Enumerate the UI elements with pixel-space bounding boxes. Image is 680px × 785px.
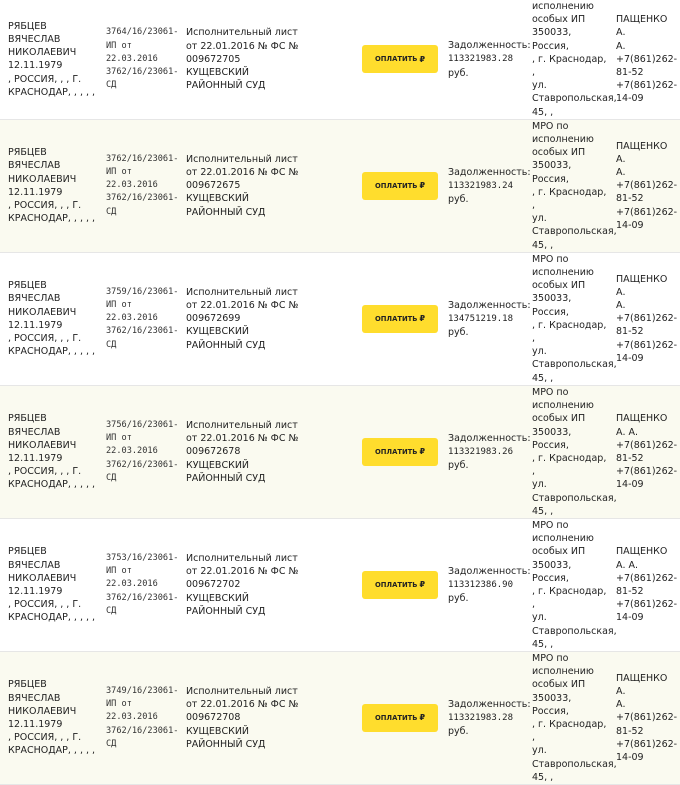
proceeding-line: ИП от 22.03.2016 (106, 433, 158, 457)
officer-line: 14-09 (616, 612, 644, 624)
officer-line: 14-09 (616, 219, 644, 231)
writ-line: от 22.01.2016 № ФС № (186, 433, 299, 445)
writ-line: РАЙОННЫЙ СУД (186, 738, 266, 750)
debtor-line: НИКОЛАЕВИЧ (8, 306, 77, 318)
debtor-line: , РОССИЯ, , , Г. (8, 599, 82, 611)
writ-document-cell (172, 651, 358, 784)
pay-button[interactable] (362, 704, 438, 732)
department-line: , г. Краснодар, , (532, 53, 607, 79)
debt-currency: руб. (448, 193, 469, 205)
officer-line: +7(861)262- (616, 339, 678, 351)
pay-button-label: ОПЛАТИТЬ (374, 314, 418, 323)
officer-line: +7(861)262- (616, 466, 678, 478)
writ-line: КУЩЕВСКИЙ (186, 459, 250, 471)
debtor-line: НИКОЛАЕВИЧ (8, 47, 77, 59)
officer-line: +7(861)262- (616, 599, 678, 611)
proceeding-line: 3762/16/23061- (106, 592, 179, 603)
debt-amount: 113321983.28 (448, 712, 514, 723)
debtor-line: КРАСНОДАР, , , , , (8, 479, 96, 491)
debt-label: Задолженность: (448, 698, 531, 710)
department-line: особых ИП (532, 679, 586, 691)
debt-cell (444, 518, 531, 651)
debtor-line: ВЯЧЕСЛАВ (8, 293, 61, 305)
ruble-icon: ₽ (419, 314, 426, 324)
debtor-line: 12.11.1979 (8, 718, 63, 730)
department-line: 350033, Россия, (532, 426, 572, 451)
proceeding-line: 3756/16/23061- (106, 419, 179, 430)
department-line: ул. (532, 346, 547, 358)
proceeding-line: ИП от 22.03.2016 (106, 699, 158, 723)
debt-currency: руб. (448, 326, 469, 338)
officer-line: 81-52 (616, 67, 644, 79)
officer-line: ПАЩЕНКО А. (616, 14, 668, 39)
debt-amount: 134751219.18 (448, 313, 514, 324)
debtor-line: 12.11.1979 (8, 585, 63, 597)
writ-line: Исполнительный лист (186, 27, 298, 39)
writ-line: 009672678 (186, 446, 241, 458)
department-line: МРО по (532, 253, 569, 265)
department-line: , г. Краснодар, , (532, 585, 607, 611)
officer-line: ПАЩЕНКО А. А. (616, 413, 668, 438)
department-line: Ставропольская, (532, 625, 617, 637)
officer-line: 14-09 (616, 93, 644, 105)
table-row (0, 119, 680, 252)
proceeding-line: 3762/16/23061- (106, 326, 179, 337)
officer-line: А. (616, 300, 626, 312)
table-row (0, 252, 680, 385)
debt-label: Задолженность: (448, 565, 531, 577)
debtor-line: РЯБЦЕВ (8, 679, 47, 691)
writ-line: КУЩЕВСКИЙ (186, 725, 250, 737)
bailiff-department-cell (528, 0, 617, 119)
officer-line: 14-09 (616, 479, 644, 491)
officer-line: 81-52 (616, 725, 644, 737)
proceeding-line: СД (106, 472, 117, 483)
debtor-line: , РОССИЯ, , , Г. (8, 732, 82, 744)
department-line: 350033, Россия, (532, 27, 572, 52)
officer-line: 14-09 (616, 352, 644, 364)
department-line: особых ИП (532, 413, 586, 425)
proceeding-number-cell (102, 0, 179, 119)
department-line: особых ИП (532, 280, 586, 292)
bailiff-officer-cell (612, 119, 680, 252)
bailiff-officer-cell (612, 385, 680, 518)
officer-line: ПАЩЕНКО А. (616, 140, 668, 165)
proceeding-line: 3764/16/23061- (106, 27, 179, 38)
table-row (0, 518, 680, 651)
debtor-line: 12.11.1979 (8, 186, 63, 198)
debt-amount: 113321983.24 (448, 180, 514, 191)
department-line: исполнению (532, 267, 594, 279)
pay-button-label: ОПЛАТИТЬ (374, 713, 418, 722)
proceeding-line: 3759/16/23061- (106, 286, 179, 297)
debtor-line: КРАСНОДАР, , , , , (8, 86, 96, 98)
proceeding-line: ИП от 22.03.2016 (106, 167, 158, 191)
pay-button-label: ОПЛАТИТЬ (374, 55, 418, 64)
debtor-cell (0, 651, 102, 784)
writ-line: от 22.01.2016 № ФС № (186, 167, 299, 179)
proceeding-line: 3762/16/23061- (106, 67, 179, 78)
debt-amount: 113312386.90 (448, 579, 514, 590)
department-line: ул. (532, 80, 547, 92)
proceeding-line: 3749/16/23061- (106, 685, 179, 696)
proceeding-number-cell (102, 518, 179, 651)
officer-line: +7(861)262- (616, 206, 678, 218)
debtor-line: , РОССИЯ, , , Г. (8, 200, 82, 212)
debtor-line: 12.11.1979 (8, 452, 63, 464)
bailiff-department-cell (528, 518, 617, 651)
department-line: ул. (532, 213, 547, 225)
debtor-line: ВЯЧЕСЛАВ (8, 34, 61, 45)
debtor-line: 12.11.1979 (8, 319, 63, 331)
bailiff-officer-cell (612, 651, 680, 784)
bailiff-officer-cell (612, 252, 680, 385)
bailiff-officer-cell (612, 518, 680, 651)
writ-line: КУЩЕВСКИЙ (186, 67, 250, 79)
proceeding-line: ИП от 22.03.2016 (106, 40, 158, 64)
department-line: исполнению (532, 400, 594, 412)
table-row (0, 385, 680, 518)
proceeding-line: 3762/16/23061- (106, 459, 179, 470)
bailiff-department-cell (528, 119, 617, 252)
pay-cell (358, 0, 444, 119)
officer-line: +7(861)262- (616, 53, 678, 65)
debtor-line: НИКОЛАЕВИЧ (8, 173, 77, 185)
debtor-line: ВЯЧЕСЛАВ (8, 426, 61, 438)
debtor-line: РЯБЦЕВ (8, 20, 47, 32)
writ-document-cell (172, 518, 358, 651)
debtor-line: КРАСНОДАР, , , , , (8, 612, 96, 624)
proceeding-line: СД (106, 339, 117, 350)
debtor-cell (0, 119, 102, 252)
writ-line: Исполнительный лист (186, 286, 298, 298)
officer-line: +7(861)262- (616, 313, 678, 325)
officer-line: 81-52 (616, 193, 644, 205)
writ-line: РАЙОННЫЙ СУД (186, 605, 266, 617)
writ-line: РАЙОННЫЙ СУД (186, 339, 266, 351)
department-line: , г. Краснодар, , (532, 186, 607, 212)
debt-currency: руб. (448, 726, 469, 738)
department-line: 350033, Россия, (532, 559, 572, 584)
ruble-icon: ₽ (419, 181, 426, 191)
proceeding-line: ИП от 22.03.2016 (106, 566, 158, 590)
debtor-cell (0, 0, 102, 119)
department-line: исполнению (532, 1, 594, 12)
writ-line: 009672705 (186, 53, 241, 65)
department-line: 45, , (532, 505, 554, 517)
pay-button-label: ОПЛАТИТЬ (374, 580, 418, 589)
writ-document-cell (172, 252, 358, 385)
writ-line: 009672708 (186, 712, 241, 724)
writ-line: РАЙОННЫЙ СУД (186, 206, 266, 218)
debt-currency: руб. (448, 67, 469, 79)
pay-button-label: ОПЛАТИТЬ (374, 447, 418, 456)
officer-line: А. (616, 699, 626, 711)
writ-document-cell (172, 385, 358, 518)
bailiff-department-cell (528, 252, 617, 385)
bailiff-department-cell (528, 385, 617, 518)
debtor-line: РЯБЦЕВ (8, 147, 47, 159)
department-line: МРО по (532, 652, 569, 664)
officer-line: +7(861)262- (616, 712, 678, 724)
writ-line: от 22.01.2016 № ФС № (186, 40, 299, 52)
department-line: 45, , (532, 106, 554, 118)
proceeding-line: 3762/16/23061- (106, 153, 179, 164)
debt-amount: 113321983.28 (448, 54, 514, 65)
pay-button[interactable] (362, 45, 438, 73)
department-line: 45, , (532, 771, 554, 783)
debtor-line: ВЯЧЕСЛАВ (8, 160, 61, 172)
proceeding-line: 3762/16/23061- (106, 193, 179, 204)
department-line: ул. (532, 612, 547, 624)
writ-line: Исполнительный лист (186, 552, 298, 564)
department-line: Ставропольская, (532, 758, 617, 770)
department-line: особых ИП (532, 14, 586, 26)
writ-document-cell (172, 0, 358, 119)
proceeding-line: СД (106, 80, 117, 91)
debtor-cell (0, 385, 102, 518)
pay-cell (358, 119, 444, 252)
debt-cell (444, 119, 531, 252)
writ-line: 009672699 (186, 313, 241, 325)
pay-button[interactable] (362, 438, 438, 466)
officer-line: А. (616, 167, 626, 179)
officer-line: 81-52 (616, 585, 644, 597)
debt-label: Задолженность: (448, 299, 531, 311)
department-line: ул. (532, 479, 547, 491)
department-line: особых ИП (532, 147, 586, 159)
proceeding-line: 3753/16/23061- (106, 552, 179, 563)
debtor-line: ВЯЧЕСЛАВ (8, 559, 61, 571)
pay-cell (358, 252, 444, 385)
writ-line: КУЩЕВСКИЙ (186, 326, 250, 338)
officer-line: 81-52 (616, 326, 644, 338)
debtor-line: НИКОЛАЕВИЧ (8, 572, 77, 584)
proceeding-number-cell (102, 651, 179, 784)
debt-cell (444, 385, 531, 518)
table-row (0, 0, 680, 119)
department-line: МРО по (532, 386, 569, 398)
department-line: , г. Краснодар, , (532, 319, 607, 345)
proceeding-line: СД (106, 206, 117, 217)
pay-button[interactable] (362, 305, 438, 333)
department-line: ул. (532, 745, 547, 757)
proceeding-line: СД (106, 738, 117, 749)
debtor-line: КРАСНОДАР, , , , , (8, 213, 96, 225)
ruble-icon: ₽ (419, 580, 426, 590)
writ-line: от 22.01.2016 № ФС № (186, 699, 299, 711)
pay-cell (358, 518, 444, 651)
department-line: МРО по (532, 519, 569, 531)
officer-line: А. (616, 40, 626, 52)
debtor-line: , РОССИЯ, , , Г. (8, 73, 82, 85)
debtor-line: КРАСНОДАР, , , , , (8, 346, 96, 358)
debt-label: Задолженность: (448, 166, 531, 178)
department-line: , г. Краснодар, , (532, 718, 607, 744)
pay-button[interactable] (362, 172, 438, 200)
debtor-line: НИКОЛАЕВИЧ (8, 439, 77, 451)
ruble-icon: ₽ (419, 54, 426, 64)
debtor-line: , РОССИЯ, , , Г. (8, 333, 82, 345)
debt-cell (444, 651, 531, 784)
debt-currency: руб. (448, 460, 469, 471)
proceeding-number-cell (102, 385, 179, 518)
debtor-cell (0, 252, 102, 385)
debt-amount: 113321983.26 (448, 446, 514, 457)
debt-cell (444, 252, 531, 385)
officer-line: ПАЩЕНКО А. (616, 273, 668, 298)
debtor-cell (0, 518, 102, 651)
writ-line: от 22.01.2016 № ФС № (186, 300, 299, 312)
writ-line: Исполнительный лист (186, 419, 298, 431)
department-line: 45, , (532, 239, 554, 251)
department-line: Ставропольская, (532, 226, 617, 238)
debtor-line: РЯБЦЕВ (8, 280, 47, 292)
officer-line: +7(861)262- (616, 80, 678, 92)
writ-line: КУЩЕВСКИЙ (186, 193, 250, 205)
officer-line: 14-09 (616, 751, 644, 763)
debtor-line: РЯБЦЕВ (8, 546, 47, 558)
proceeding-number-cell (102, 119, 179, 252)
department-line: 45, , (532, 372, 554, 384)
proceeding-number-cell (102, 252, 179, 385)
ruble-icon: ₽ (419, 447, 426, 457)
debtor-line: РЯБЦЕВ (8, 413, 47, 425)
debtor-line: , РОССИЯ, , , Г. (8, 466, 82, 478)
proceeding-line: ИП от 22.03.2016 (106, 300, 158, 324)
proceeding-line: 3762/16/23061- (106, 725, 179, 736)
department-line: исполнению (532, 533, 594, 545)
department-line: Ставропольская, (532, 492, 617, 504)
debt-currency: руб. (448, 593, 469, 605)
debtor-line: ВЯЧЕСЛАВ (8, 692, 61, 704)
debtor-line: КРАСНОДАР, , , , , (8, 745, 96, 757)
pay-button-label: ОПЛАТИТЬ (374, 181, 418, 190)
department-line: 350033, Россия, (532, 293, 572, 318)
department-line: МРО по (532, 120, 569, 132)
bailiff-department-cell (528, 651, 617, 784)
debtor-line: 12.11.1979 (8, 60, 63, 72)
writ-line: 009672702 (186, 579, 241, 591)
pay-button[interactable] (362, 571, 438, 599)
officer-line: 81-52 (616, 452, 644, 464)
officer-line: +7(861)262- (616, 439, 678, 451)
writ-line: РАЙОННЫЙ СУД (186, 80, 266, 92)
writ-line: КУЩЕВСКИЙ (186, 592, 250, 604)
department-line: Ставропольская, (532, 93, 617, 105)
debtor-line: НИКОЛАЕВИЧ (8, 705, 77, 717)
debt-cell (444, 0, 531, 119)
department-line: Ставропольская, (532, 359, 617, 371)
department-line: , г. Краснодар, , (532, 452, 607, 478)
department-line: особых ИП (532, 546, 586, 558)
writ-document-cell (172, 119, 358, 252)
department-line: 350033, Россия, (532, 160, 572, 185)
officer-line: ПАЩЕНКО А. А. (616, 546, 668, 571)
pay-cell (358, 385, 444, 518)
writ-line: Исполнительный лист (186, 153, 298, 165)
officer-line: +7(861)262- (616, 738, 678, 750)
table-row (0, 651, 680, 784)
debt-label: Задолженность: (448, 40, 531, 52)
proceeding-line: СД (106, 605, 117, 616)
ruble-icon: ₽ (419, 713, 426, 723)
officer-line: +7(861)262- (616, 572, 678, 584)
writ-line: от 22.01.2016 № ФС № (186, 566, 299, 578)
department-line: 350033, Россия, (532, 692, 572, 717)
debt-label: Задолженность: (448, 432, 531, 444)
officer-line: +7(861)262- (616, 180, 678, 192)
writ-line: 009672675 (186, 180, 241, 192)
bailiff-officer-cell (612, 0, 680, 119)
department-line: исполнению (532, 666, 594, 678)
writ-line: РАЙОННЫЙ СУД (186, 472, 266, 484)
pay-cell (358, 651, 444, 784)
department-line: исполнению (532, 134, 594, 146)
officer-line: ПАЩЕНКО А. (616, 672, 668, 697)
department-line: 45, , (532, 638, 554, 650)
writ-line: Исполнительный лист (186, 685, 298, 697)
